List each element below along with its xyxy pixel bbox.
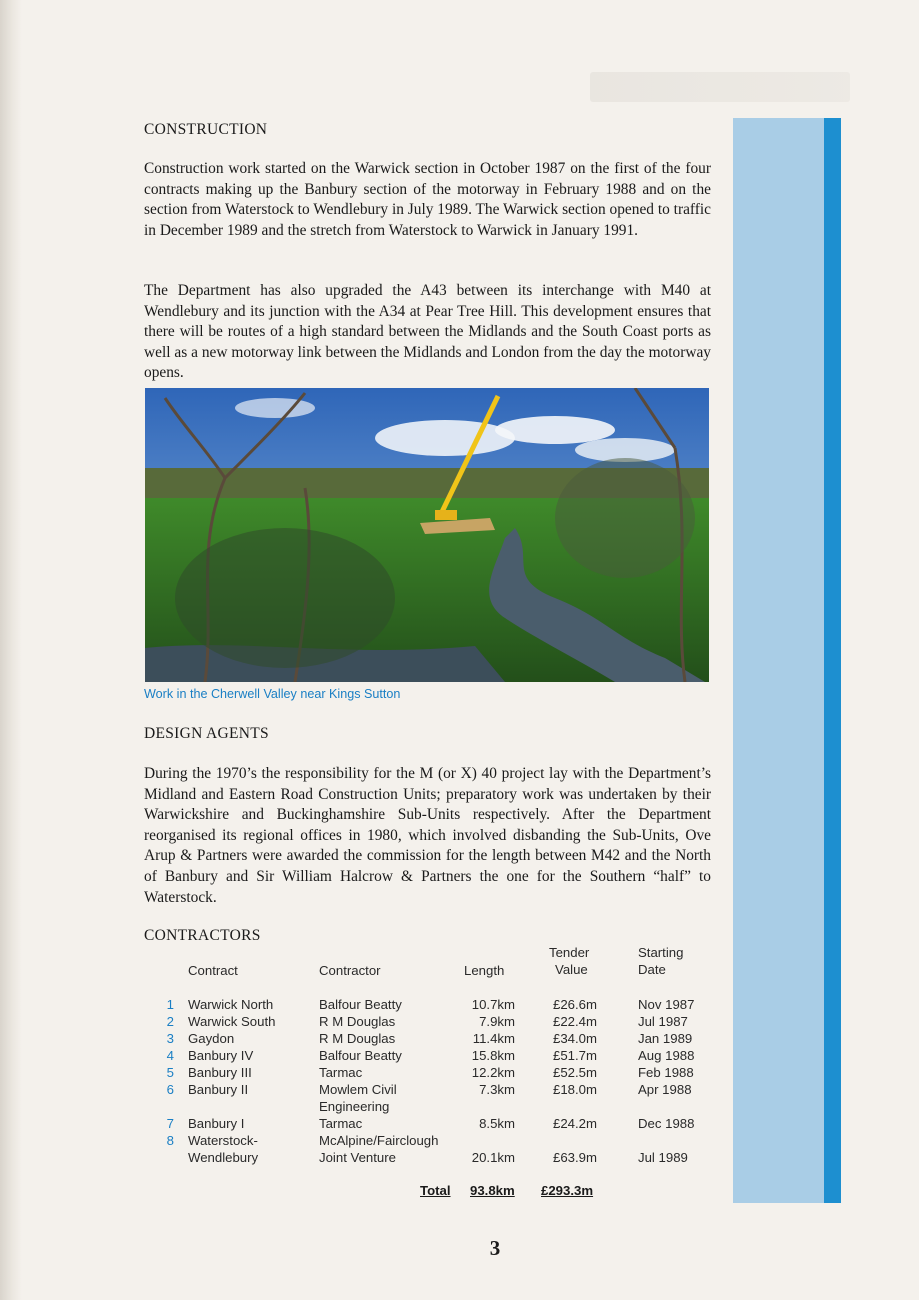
row-number: 4 bbox=[166, 1048, 174, 1063]
row-number: 7 bbox=[166, 1116, 174, 1131]
row-start-date: Jan 1989 bbox=[638, 1031, 693, 1046]
col-header-tender-1: Tender bbox=[549, 945, 590, 960]
row-length: 15.8km bbox=[471, 1048, 515, 1063]
page-number: 3 bbox=[489, 1236, 501, 1260]
row-contract: Banbury I bbox=[188, 1116, 245, 1131]
row-contractor-line2: Joint Venture bbox=[319, 1150, 396, 1165]
row-contract: Warwick North bbox=[188, 997, 274, 1012]
row-contractor: R M Douglas bbox=[319, 1031, 396, 1046]
row-start-date: Jul 1989 bbox=[638, 1150, 688, 1165]
cherwell-valley-photo bbox=[145, 388, 709, 682]
side-accent-stripe bbox=[824, 118, 841, 1203]
construction-paragraph-1: Construction work started on the Warwick section in October 1987 on the first of the four contracts making up the Banbury section of the motorway in February 1988 and on the section from Waterstock to Wendlebury in July 1989. The Warwick section opened to traffic in December 1989 and the stretch from Waterstock to Warwick in January 1991. bbox=[144, 160, 711, 239]
row-contract-line2: Wendlebury bbox=[188, 1150, 259, 1165]
row-contract: Banbury II bbox=[188, 1082, 249, 1097]
total-label: Total bbox=[420, 1183, 451, 1198]
row-contractor: McAlpine/Fairclough bbox=[319, 1133, 439, 1148]
row-number: 6 bbox=[166, 1082, 174, 1097]
design-agents-paragraph: During the 1970’s the responsibility for the M (or X) 40 project lay with the Department’s Midland and Eastern Road Construction Units; preparatory work was undertaken by their Warwickshire and Buckinghamshire Sub-Units respectively. After the Department reorganised its regional offices in 1980, which involved disbanding the Sub-Units, Ove Arup & Partners were awarded the commission for the length between M42 and the North of Banbury and Sir William Halcrow & Partners the one for the Southern “half” to Waterstock. bbox=[144, 765, 711, 906]
row-length: 11.4km bbox=[472, 1031, 515, 1046]
col-header-start-1: Starting bbox=[638, 945, 684, 960]
row-tender-value: £34.0m bbox=[553, 1031, 597, 1046]
row-contractor: Balfour Beatty bbox=[319, 997, 402, 1012]
row-number: 5 bbox=[166, 1065, 174, 1080]
row-length: 8.5km bbox=[479, 1116, 515, 1131]
design-agents-heading: DESIGN AGENTS bbox=[144, 725, 269, 742]
col-header-start-2: Date bbox=[638, 962, 666, 977]
row-contract: Waterstock- bbox=[188, 1133, 258, 1148]
row-start-date: Dec 1988 bbox=[638, 1116, 695, 1131]
row-tender-value: £63.9m bbox=[553, 1150, 597, 1165]
row-contractor: R M Douglas bbox=[319, 1014, 396, 1029]
page-edge-shadow bbox=[0, 0, 22, 1300]
row-start-date: Jul 1987 bbox=[638, 1014, 688, 1029]
row-length: 20.1km bbox=[471, 1150, 515, 1165]
row-number: 3 bbox=[166, 1031, 174, 1046]
show-through-header bbox=[590, 72, 850, 102]
row-length: 10.7km bbox=[471, 997, 515, 1012]
row-tender-value: £18.0m bbox=[553, 1082, 597, 1097]
row-contractor: Tarmac bbox=[319, 1116, 363, 1131]
construction-heading: CONSTRUCTION bbox=[144, 121, 268, 138]
col-header-length: Length bbox=[464, 963, 505, 978]
row-contractor-line2: Engineering bbox=[319, 1099, 390, 1114]
row-contract: Gaydon bbox=[188, 1031, 235, 1046]
row-contract: Warwick South bbox=[188, 1014, 276, 1029]
construction-paragraph-2: The Department has also upgraded the A43 between its interchange with M40 at Wendlebury and its junction with the A34 at Pear Tree Hill. This development ensures that there will be routes of a high standard between the Midlands and the South Coast ports as well as a new motorway link between the Midlands and London from the day the motorway opens. bbox=[144, 282, 711, 382]
row-number: 8 bbox=[166, 1133, 174, 1148]
total-length: 93.8km bbox=[470, 1183, 515, 1198]
row-length: 7.3km bbox=[479, 1082, 515, 1097]
row-contractor: Balfour Beatty bbox=[319, 1048, 402, 1063]
row-contractor: Tarmac bbox=[319, 1065, 363, 1080]
row-tender-value: £52.5m bbox=[553, 1065, 597, 1080]
row-contract: Banbury III bbox=[188, 1065, 252, 1080]
row-start-date: Feb 1988 bbox=[638, 1065, 694, 1080]
row-start-date: Nov 1987 bbox=[638, 997, 695, 1012]
row-contract: Banbury IV bbox=[188, 1048, 254, 1063]
row-start-date: Aug 1988 bbox=[638, 1048, 695, 1063]
row-tender-value: £24.2m bbox=[553, 1116, 597, 1131]
row-length: 7.9km bbox=[479, 1014, 515, 1029]
total-value: £293.3m bbox=[541, 1183, 594, 1198]
row-tender-value: £26.6m bbox=[553, 997, 597, 1012]
contractors-heading: CONTRACTORS bbox=[144, 927, 261, 944]
col-header-tender-2: Value bbox=[555, 962, 588, 977]
row-start-date: Apr 1988 bbox=[638, 1082, 692, 1097]
row-number: 2 bbox=[166, 1014, 174, 1029]
col-header-contractor: Contractor bbox=[319, 963, 381, 978]
row-tender-value: £22.4m bbox=[553, 1014, 597, 1029]
row-number: 1 bbox=[166, 997, 174, 1012]
row-contractor: Mowlem Civil bbox=[319, 1082, 397, 1097]
photo-caption: Work in the Cherwell Valley near Kings Sutton bbox=[144, 687, 401, 701]
col-header-contract: Contract bbox=[188, 963, 238, 978]
row-tender-value: £51.7m bbox=[553, 1048, 597, 1063]
row-length: 12.2km bbox=[471, 1065, 515, 1080]
